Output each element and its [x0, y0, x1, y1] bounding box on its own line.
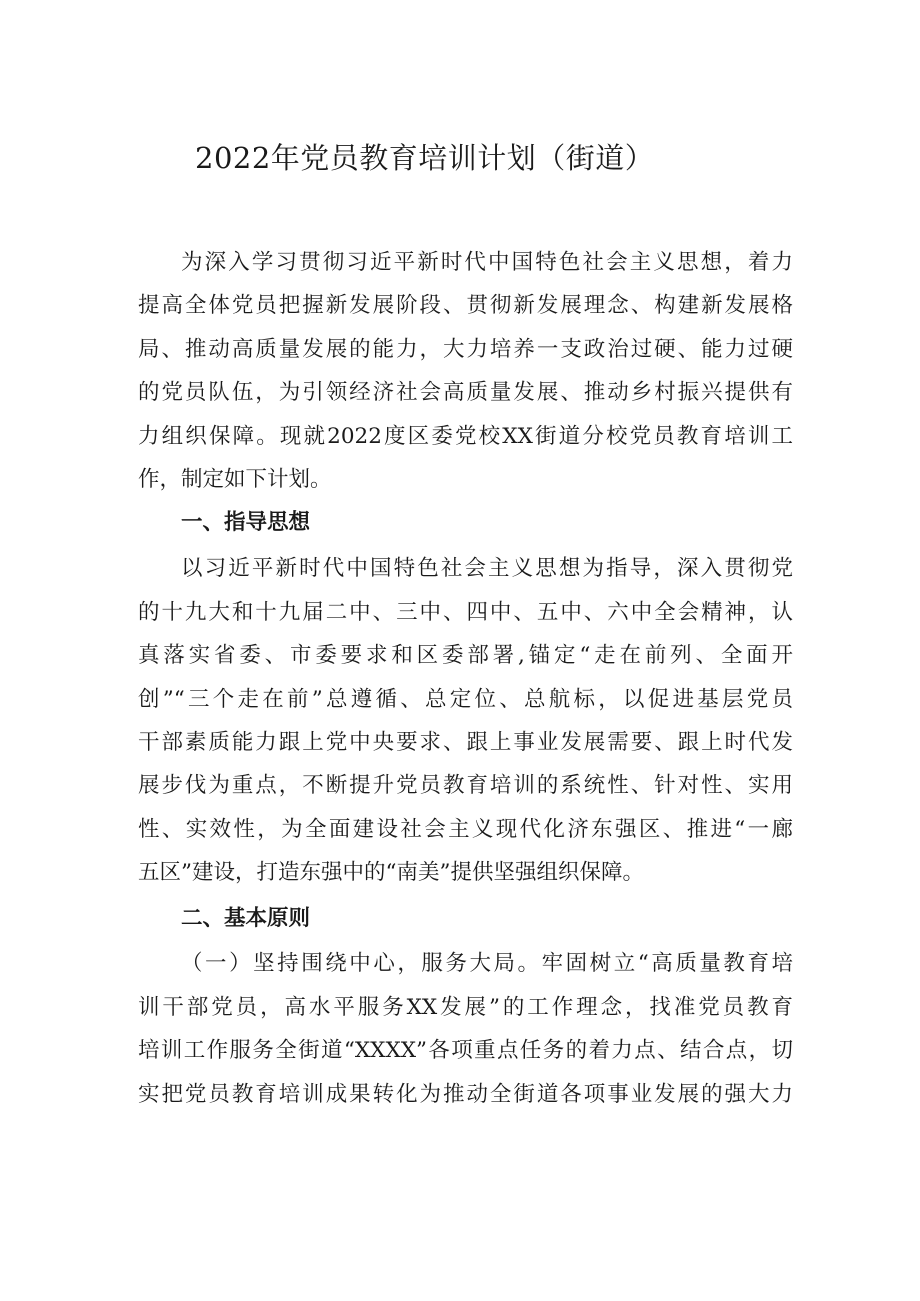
text-line: 真落实省委、市委要求和区委部署,锚定“走在前列、全面开	[138, 643, 793, 669]
text-line: 干部素质能力跟上党中央要求、跟上事业发展需要、跟上时代发	[138, 729, 793, 755]
text-line: 以习近平新时代中国特色社会主义思想为指导，深入贯彻党	[181, 556, 793, 582]
document-body	[138, 241, 793, 1116]
guiding-ideology-paragraph	[138, 547, 793, 894]
text-line: 创”“三个走在前”总遵循、总定位、总航标，以促进基层党员	[138, 686, 793, 712]
section-heading-guiding-ideology: 一、指导思想	[181, 510, 311, 536]
text-line: 为深入学习贯彻习近平新时代中国特色社会主义思想，着力	[181, 250, 793, 275]
text-line: （一）坚持围绕中心，服务大局。牢固树立“高质量教育培	[181, 951, 793, 977]
intro-paragraph	[138, 241, 793, 501]
text-line: 作，制定如下计划。	[138, 466, 332, 492]
basic-principles-paragraph	[138, 942, 793, 1116]
text-line: 的党员队伍，为引领经济社会高质量发展、推动乡村振兴提供有	[138, 380, 793, 406]
text-line: 展步伐为重点，不断提升党员教育培训的系统性、针对性、实用	[138, 773, 793, 799]
document-title: 2022年党员教育培训计划（街道）	[195, 141, 655, 175]
section-heading-basic-principles: 二、基本原则	[181, 906, 311, 932]
text-line: 性、实效性，为全面建设社会主义现代化济东强区、推进“一廊	[138, 816, 793, 842]
text-line: 的十九大和十九届二中、三中、四中、五中、六中全会精神，认	[138, 599, 793, 625]
text-line: 提高全体党员把握新发展阶段、贯彻新发展理念、构建新发展格	[138, 293, 793, 319]
text-line: 力组织保障。现就2022度区委党校XX街道分校党员教育培训工	[138, 423, 793, 449]
text-line: 局、推动高质量发展的能力，大力培养一支政治过硬、能力过硬	[138, 336, 793, 362]
text-line: 五区”建设，打造东强中的“南美”提供坚强组织保障。	[138, 860, 644, 886]
text-line: 培训工作服务全街道“XXXX”各项重点任务的着力点、结合点，切	[138, 1038, 793, 1064]
text-line: 实把党员教育培训成果转化为推动全街道各项事业发展的强大力	[138, 1081, 793, 1107]
text-line: 训干部党员，高水平服务XX发展”的工作理念，找准党员教育	[138, 994, 793, 1020]
